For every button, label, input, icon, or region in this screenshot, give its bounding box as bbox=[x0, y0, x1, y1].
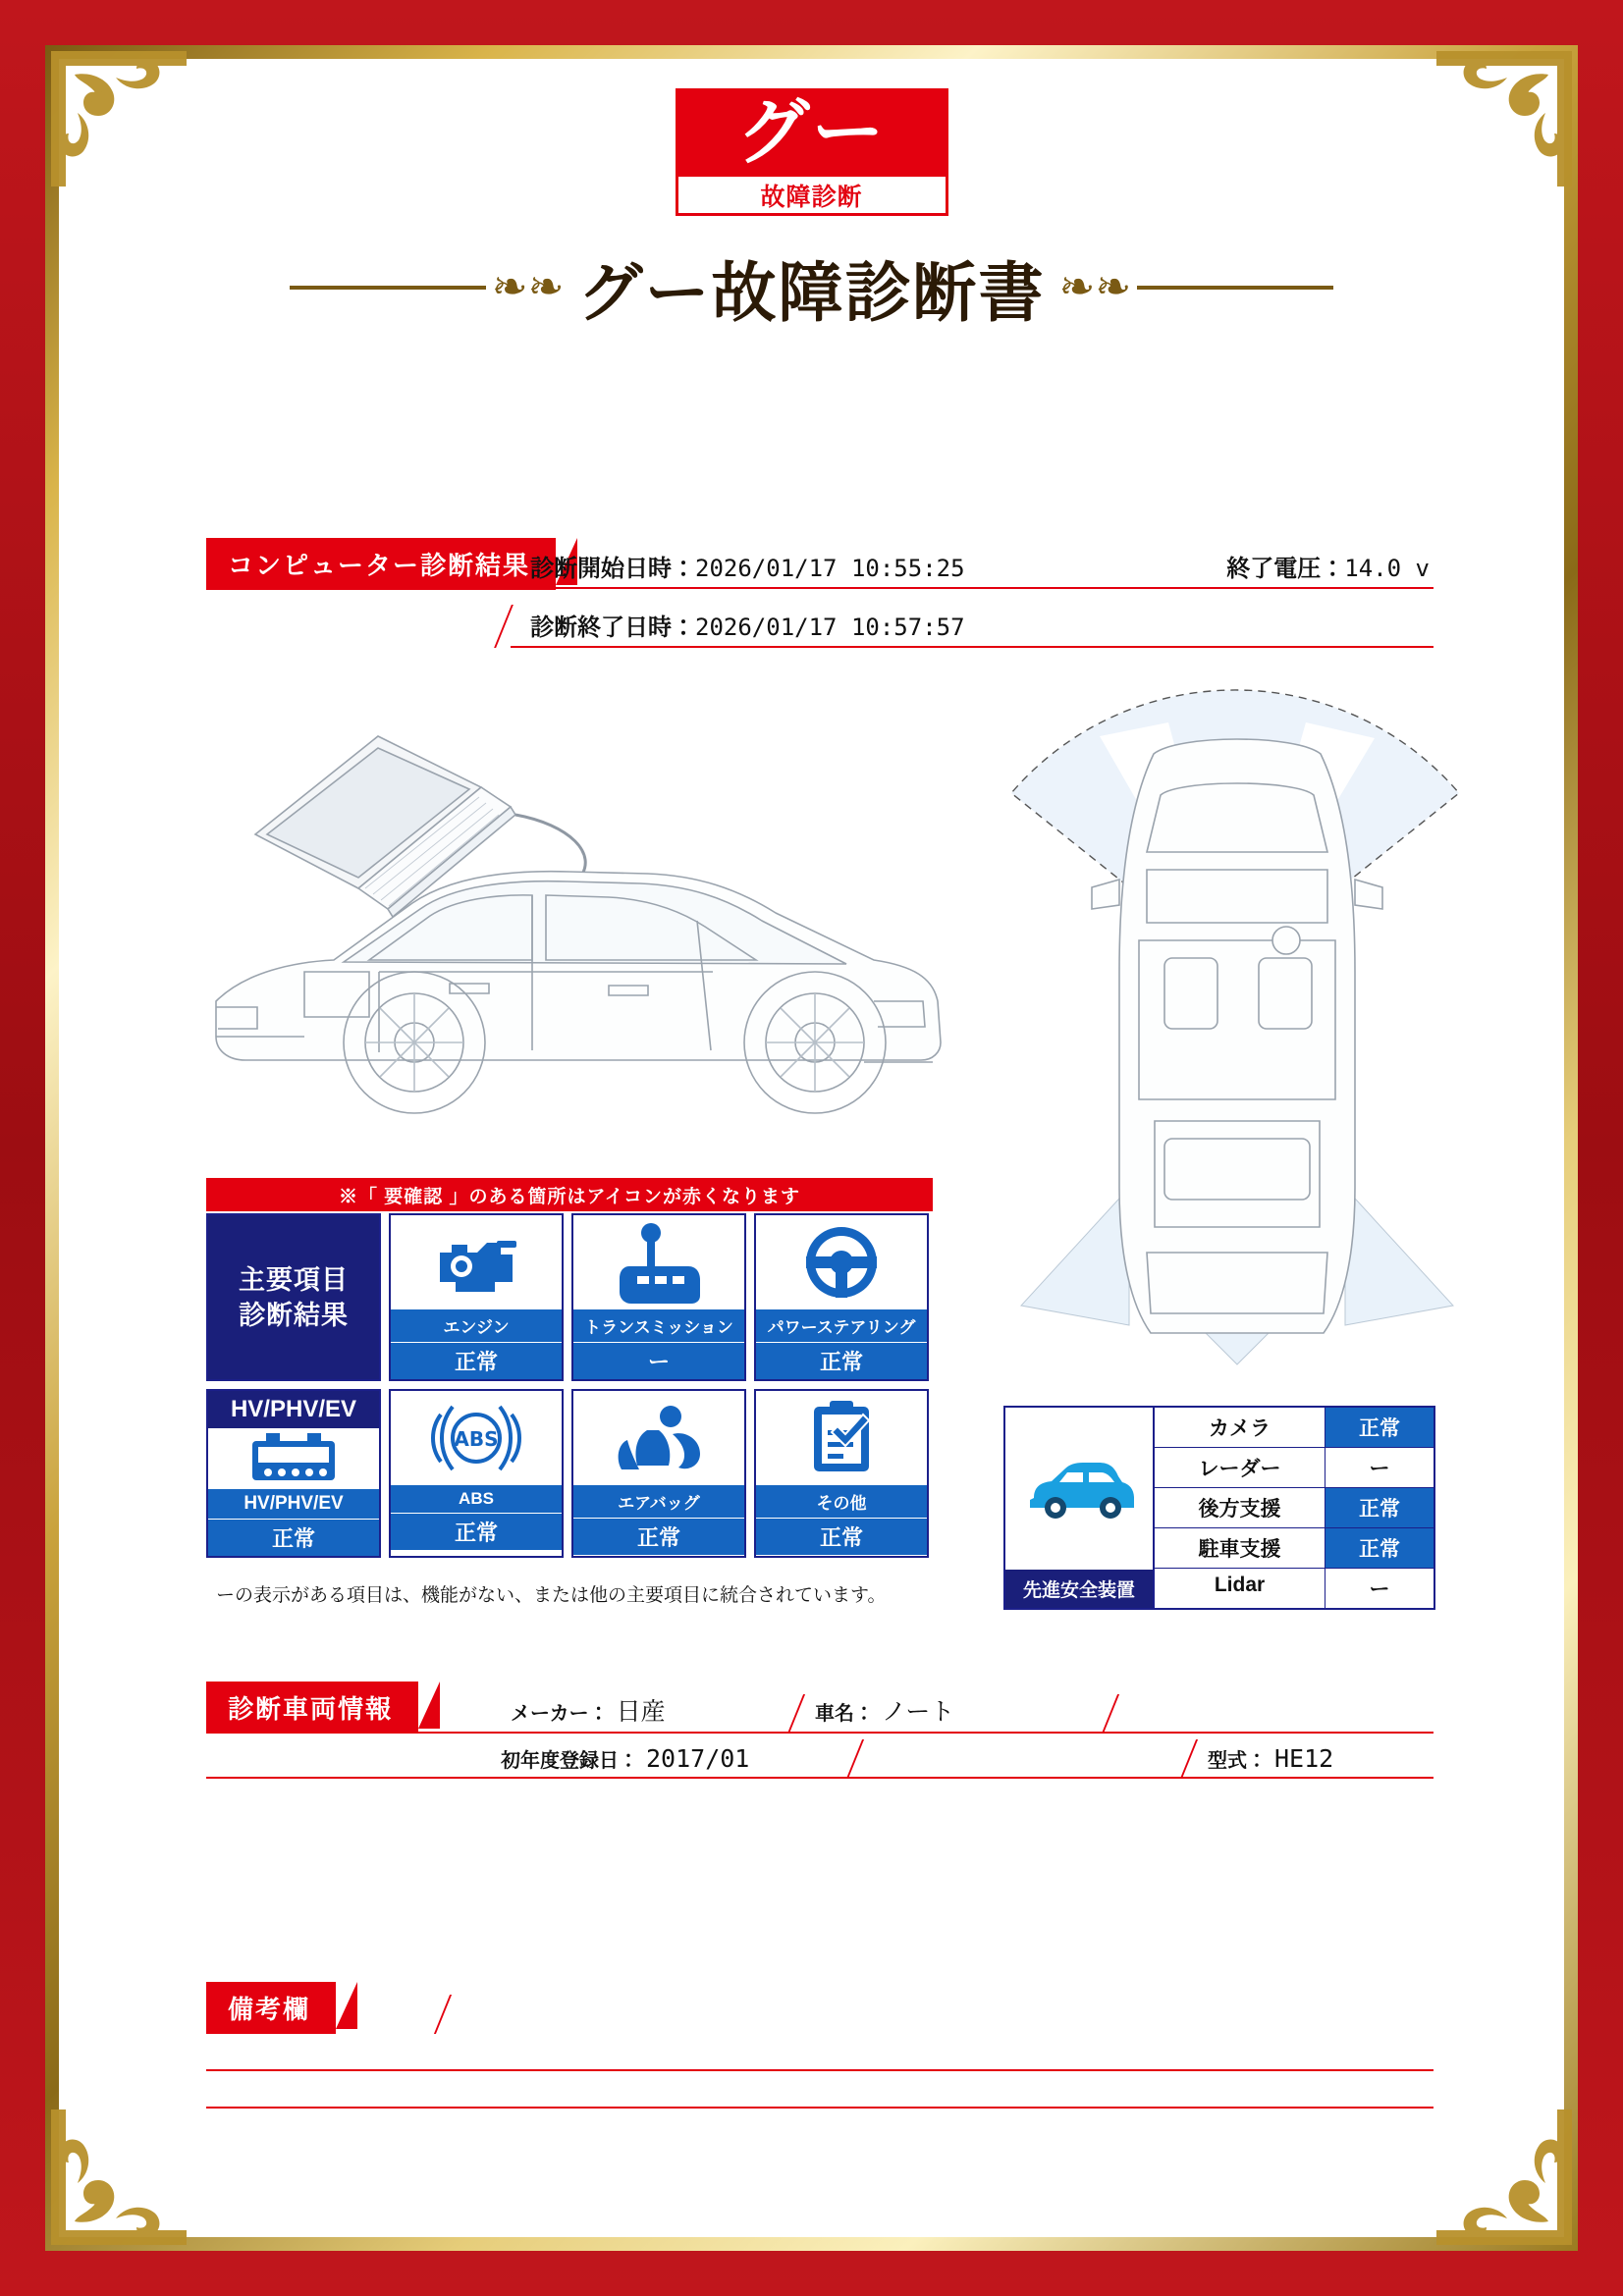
vehicle-divider-3 bbox=[846, 1739, 864, 1779]
adas-value-radar: ー bbox=[1325, 1448, 1434, 1487]
vehicle-maker-label: メーカー： bbox=[511, 1703, 609, 1725]
adas-row-camera[interactable] bbox=[1155, 1408, 1434, 1448]
computer-section-ribbon: コンピューター診断結果 bbox=[206, 538, 556, 590]
brand-logo bbox=[676, 88, 948, 216]
flourish-left-icon: ❧❧ bbox=[491, 262, 565, 311]
item-transmission[interactable] bbox=[571, 1213, 746, 1381]
vehicle-info-section bbox=[206, 1688, 1434, 1779]
vehicle-model-label: 車名： bbox=[815, 1703, 874, 1725]
logo-box bbox=[676, 88, 948, 177]
diagnosis-end-value: 2026/01/17 10:57:57 bbox=[695, 614, 965, 641]
vehicle-section-ribbon: 診断車両情報 bbox=[206, 1682, 418, 1734]
adas-table bbox=[1003, 1406, 1435, 1610]
item-other-name: その他 bbox=[756, 1485, 927, 1518]
diagnosis-end bbox=[530, 608, 965, 642]
item-airbag[interactable] bbox=[571, 1389, 746, 1558]
adas-value-camera: 正常 bbox=[1325, 1408, 1434, 1447]
item-hv-header: HV/PHV/EV bbox=[208, 1391, 379, 1428]
item-other[interactable] bbox=[754, 1389, 929, 1558]
car-icon bbox=[1005, 1408, 1153, 1570]
item-power-steering[interactable] bbox=[754, 1213, 929, 1381]
item-hv-name: HV/PHV/EV bbox=[208, 1489, 379, 1519]
main-items-title-line1: 主要項目 bbox=[239, 1264, 349, 1295]
computer-diagnosis-section bbox=[206, 538, 1434, 648]
clipboard-icon bbox=[756, 1391, 927, 1485]
vehicle-divider-1 bbox=[787, 1694, 805, 1734]
vehicle-info-line-2 bbox=[206, 1734, 1434, 1779]
vehicle-type-code-label: 型式： bbox=[1208, 1750, 1267, 1772]
item-transmission-status: ー bbox=[573, 1342, 744, 1379]
vehicle-model bbox=[815, 1692, 954, 1728]
remarks-section bbox=[206, 1983, 1434, 2109]
item-transmission-name: トランスミッション bbox=[573, 1309, 744, 1342]
item-power-steering-status: 正常 bbox=[756, 1342, 927, 1379]
remarks-writing-lines[interactable] bbox=[206, 2069, 1434, 2109]
main-items-footnote: ーの表示がある項目は、機能がない、または他の主要項目に統合されています。 bbox=[216, 1585, 887, 1606]
item-airbag-status: 正常 bbox=[573, 1518, 744, 1555]
airbag-icon bbox=[573, 1391, 744, 1485]
main-items-grid bbox=[206, 1213, 933, 1566]
main-items-title bbox=[206, 1213, 381, 1381]
adas-key-radar: レーダー bbox=[1155, 1448, 1325, 1487]
logo-subtitle: 故障診断 bbox=[676, 177, 948, 216]
item-engine-name: エンジン bbox=[391, 1309, 562, 1342]
remarks-line-2 bbox=[206, 2107, 1434, 2109]
end-voltage bbox=[1226, 549, 1430, 583]
main-items-title-line2: 診断結果 bbox=[239, 1300, 349, 1330]
vehicle-type-code bbox=[1208, 1744, 1333, 1773]
adas-left-label: 先進安全装置 bbox=[1005, 1570, 1153, 1608]
diagnosis-start-label: 診断開始日時： bbox=[530, 555, 695, 582]
adas-value-parking-support: 正常 bbox=[1325, 1528, 1434, 1568]
vehicle-first-registration-value: 2017/01 bbox=[646, 1744, 750, 1773]
transmission-icon bbox=[573, 1215, 744, 1309]
page-title bbox=[59, 240, 1564, 334]
item-abs[interactable] bbox=[389, 1389, 564, 1558]
adas-row-parking-support[interactable] bbox=[1155, 1528, 1434, 1569]
svg-text:ABS: ABS bbox=[454, 1427, 499, 1451]
adas-left-panel bbox=[1005, 1408, 1155, 1608]
vehicle-divider-2 bbox=[1102, 1694, 1119, 1734]
item-other-status: 正常 bbox=[756, 1518, 927, 1555]
adas-row-radar[interactable] bbox=[1155, 1448, 1434, 1488]
flourish-right-icon: ❧❧ bbox=[1058, 262, 1132, 311]
adas-value-rear-support: 正常 bbox=[1325, 1488, 1434, 1527]
end-voltage-label: 終了電圧： bbox=[1226, 555, 1345, 582]
vehicle-model-value: ノート bbox=[882, 1697, 955, 1726]
vehicle-first-registration-label: 初年度登録日： bbox=[501, 1750, 638, 1772]
page-title-text: グー故障診断書 bbox=[577, 255, 1046, 331]
diagnosis-start bbox=[530, 549, 965, 583]
diagnosis-end-label: 診断終了日時： bbox=[530, 614, 695, 641]
end-voltage-value: 14.0 v bbox=[1344, 555, 1430, 582]
adas-row-rear-support[interactable] bbox=[1155, 1488, 1434, 1528]
icon-notice-bar: ※「 要確認 」のある箇所はアイコンが赤くなります bbox=[206, 1178, 933, 1211]
vehicle-first-registration bbox=[501, 1744, 749, 1773]
adas-sensor-illustration bbox=[982, 677, 1492, 1384]
battery-icon bbox=[208, 1428, 379, 1489]
remarks-line-1 bbox=[206, 2069, 1434, 2071]
item-hv-status: 正常 bbox=[208, 1519, 379, 1556]
adas-key-lidar: Lidar bbox=[1155, 1569, 1325, 1608]
title-rule-right bbox=[1137, 286, 1333, 290]
vehicle-type-code-value: HE12 bbox=[1274, 1744, 1334, 1773]
vehicle-divider-4 bbox=[1180, 1739, 1198, 1779]
engine-icon bbox=[391, 1215, 562, 1309]
item-hv[interactable] bbox=[206, 1389, 381, 1558]
laptop-car-illustration bbox=[187, 677, 972, 1168]
title-rule-left bbox=[290, 286, 486, 290]
item-airbag-name: エアバッグ bbox=[573, 1485, 744, 1518]
adas-value-lidar: ー bbox=[1325, 1569, 1434, 1608]
item-abs-status: 正常 bbox=[391, 1513, 562, 1550]
remarks-section-ribbon: 備考欄 bbox=[206, 1982, 336, 2034]
remarks-divider bbox=[434, 1995, 452, 2034]
item-engine[interactable] bbox=[389, 1213, 564, 1381]
adas-key-camera: カメラ bbox=[1155, 1408, 1325, 1447]
main-items-row-1 bbox=[206, 1213, 933, 1381]
item-power-steering-name: パワーステアリング bbox=[756, 1309, 927, 1342]
steering-icon bbox=[756, 1215, 927, 1309]
vehicle-info-line-1 bbox=[206, 1688, 1434, 1734]
adas-key-rear-support: 後方支援 bbox=[1155, 1488, 1325, 1527]
item-abs-name: ABS bbox=[391, 1485, 562, 1513]
abs-icon bbox=[391, 1391, 562, 1485]
main-items-row-2 bbox=[206, 1389, 933, 1558]
vehicle-maker bbox=[511, 1692, 666, 1728]
diagnosis-start-value: 2026/01/17 10:55:25 bbox=[695, 555, 965, 582]
adas-row-lidar[interactable] bbox=[1155, 1569, 1434, 1608]
item-engine-status: 正常 bbox=[391, 1342, 562, 1379]
adas-rows bbox=[1155, 1408, 1434, 1608]
vehicle-maker-value: 日産 bbox=[616, 1697, 666, 1726]
logo-text: グー bbox=[736, 90, 887, 175]
adas-key-parking-support: 駐車支援 bbox=[1155, 1528, 1325, 1568]
